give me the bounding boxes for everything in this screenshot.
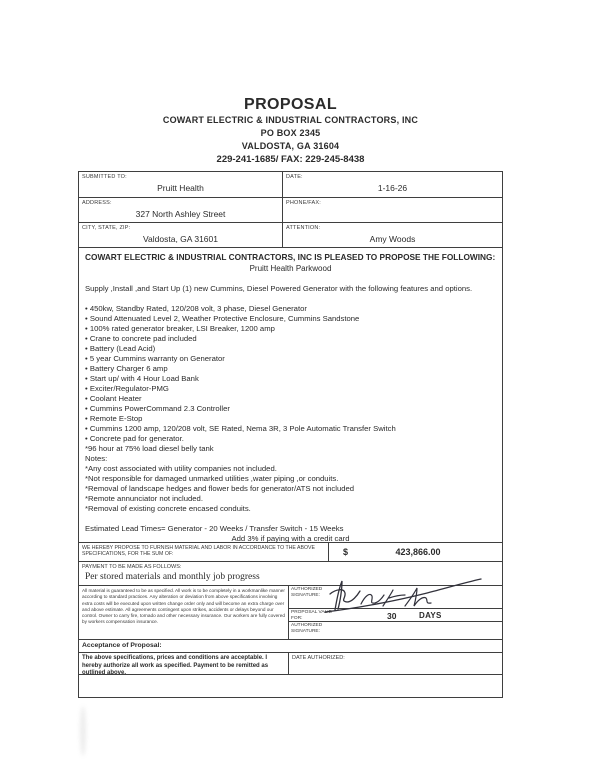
- recipient-info-table: [78, 171, 503, 248]
- proposal-valid-for-cell: [289, 609, 502, 622]
- date-authorized-cell: [289, 653, 502, 674]
- feature-item: • Coolant Heater: [85, 394, 142, 403]
- address-label: ADDRESS:: [82, 200, 112, 206]
- notes-label: Notes:: [85, 454, 108, 463]
- authorized-signature-label: AUTHORIZED SIGNATURE:: [291, 587, 323, 598]
- credit-card-note: Add 3% if paying with a credit card: [231, 534, 350, 543]
- signature-column: [289, 586, 502, 639]
- date-authorized-label: DATE AUTHORIZED:: [292, 655, 345, 661]
- table-row: [79, 197, 502, 222]
- tank-note: *96 hour at 75% load diesel belly tank: [85, 444, 214, 453]
- company-po-box: PO BOX 2345: [260, 128, 321, 138]
- note-item: *Removal of existing concrete encased conduits.: [85, 504, 251, 513]
- authorized-signature-cell-2: [289, 622, 502, 639]
- feature-item: • Battery (Lead Acid): [85, 344, 156, 353]
- empty-bottom-row: [78, 675, 503, 698]
- feature-item: • 5 year Cummins warranty on Generator: [85, 354, 225, 363]
- acceptance-heading: Acceptance of Proposal:: [82, 642, 162, 649]
- proposal-heading: COWART ELECTRIC & INDUSTRIAL CONTRACTORS, INC IS PLEASED TO PROPOSE THE FOLLOWING:: [85, 252, 496, 262]
- attention-value: Amy Woods: [369, 234, 416, 244]
- proposal-intro: Supply ,Install ,and Start Up (1) new Cummins, Diesel Powered Generator with the following features and options.: [85, 284, 473, 293]
- proposal-valid-for-label: PROPOSAL VALID FOR:: [291, 610, 333, 621]
- date-label: DATE:: [286, 174, 303, 180]
- city-state-zip-label: CITY, STATE, ZIP:: [82, 225, 131, 231]
- acceptance-row: [78, 653, 503, 675]
- date-cell: [282, 172, 502, 197]
- address-value: 327 North Ashley Street: [135, 209, 226, 219]
- feature-item: • Cummins PowerCommand 2.3 Controller: [85, 404, 230, 413]
- payment-value: Per stored materials and monthly job progress: [85, 572, 260, 582]
- company-name: COWART ELECTRIC & INDUSTRIAL CONTRACTORS, INC: [162, 115, 419, 125]
- scan-smudge: [80, 706, 86, 756]
- submitted-to-label: SUBMITTED TO:: [82, 174, 127, 180]
- feature-item: • Battery Charger 6 amp: [85, 364, 168, 373]
- feature-item: • Concrete pad for generator.: [85, 434, 184, 443]
- terms-signature-block: [78, 586, 503, 640]
- phone-fax-label: PHONE/FAX:: [286, 200, 322, 206]
- feature-item: • Crane to concrete pad included: [85, 334, 197, 343]
- feature-item: • 450kw, Standby Rated, 120/208 volt, 3 phase, Diesel Generator: [85, 304, 307, 313]
- project-name: Pruitt Health Parkwood: [249, 264, 332, 273]
- submitted-to-value: Pruitt Health: [157, 183, 204, 193]
- currency-symbol: $: [343, 547, 349, 557]
- valid-days-unit: DAYS: [419, 611, 442, 620]
- proposal-body: [78, 248, 503, 543]
- acceptance-text: The above specifications, prices and conditions are acceptable. I hereby authorize all work as specified. Payment to be remitted as outlined above.: [79, 653, 289, 674]
- address-cell: [79, 198, 282, 222]
- note-item: *Not responsible for damaged unmarked utilities ,water piping ,or conduits.: [85, 474, 339, 483]
- feature-item: • Remote E-Stop: [85, 414, 143, 423]
- phone-fax-cell: [282, 198, 502, 222]
- sum-amount: 423,866.00: [395, 547, 441, 557]
- feature-item: • Exciter/Regulator-PMG: [85, 384, 169, 393]
- payment-label: PAYMENT TO BE MADE AS FOLLOWS:: [82, 564, 182, 570]
- terms-fine-print: All material is guaranteed to be as specified. All work is to be completely in a workmanlike manner according to standard practices. Any alteration or deviation from above specifications involving extra costs will be executed upon written change order only and will become an extra charge over and above estimate. All agreements contingent upon strikes, accidents or delays beyond our control. Owner to carry fire, tornado and other necessary insurance. Our workers are fully covered by workers compensation insurance.: [79, 586, 289, 639]
- sum-label: WE HEREBY PROPOSE TO FURNISH MATERIAL AND LABOR IN ACCORDANCE TO THE ABOVE SPECIFICATIONS, FOR THE SUM OF:: [79, 543, 329, 561]
- feature-item: • Sound Attenuated Level 2, Weather Protective Enclosure, Cummins Sandstone: [85, 314, 360, 323]
- acceptance-heading-row: [78, 640, 503, 653]
- attention-label: ATTENTION:: [286, 225, 321, 231]
- note-item: *Remote annunciator not included.: [85, 494, 203, 503]
- table-row: [79, 172, 502, 197]
- letterhead: [78, 0, 503, 167]
- sum-row: [78, 543, 503, 562]
- note-item: *Removal of landscape hedges and flower beds for generator/ATS not included: [85, 484, 355, 493]
- spacer: [85, 514, 496, 524]
- proposal-sheet: [78, 0, 503, 698]
- spacer: [85, 294, 496, 304]
- attention-cell: [282, 223, 502, 247]
- note-item: *Any cost associated with utility companies not included.: [85, 464, 277, 473]
- authorized-signature-cell: [289, 586, 502, 609]
- feature-item: • Cummins 1200 amp, 120/208 volt, SE Rated, Nema 3R, 3 Pole Automatic Transfer Switch: [85, 424, 396, 433]
- feature-item: • 100% rated generator breaker, LSI Breaker, 1200 amp: [85, 324, 275, 333]
- feature-item: • Start up/ with 4 Hour Load Bank: [85, 374, 199, 383]
- company-city: VALDOSTA, GA 31604: [241, 141, 340, 151]
- spacer: [85, 274, 496, 284]
- authorized-signature-label-2: AUTHORIZED SIGNATURE:: [291, 623, 323, 634]
- document-title: PROPOSAL: [244, 96, 337, 113]
- table-row: [79, 222, 502, 247]
- city-state-zip-value: Valdosta, GA 31601: [143, 234, 218, 244]
- company-phone-fax: 229-241-1685/ FAX: 229-245-8438: [216, 154, 365, 165]
- date-value: 1-16-26: [377, 183, 408, 193]
- lead-times: Estimated Lead Times= Generator - 20 Weeks / Transfer Switch - 15 Weeks: [85, 524, 344, 533]
- submitted-to-cell: [79, 172, 282, 197]
- sum-amount-cell: [329, 543, 502, 561]
- valid-days-value: 30: [387, 611, 397, 621]
- city-state-zip-cell: [79, 223, 282, 247]
